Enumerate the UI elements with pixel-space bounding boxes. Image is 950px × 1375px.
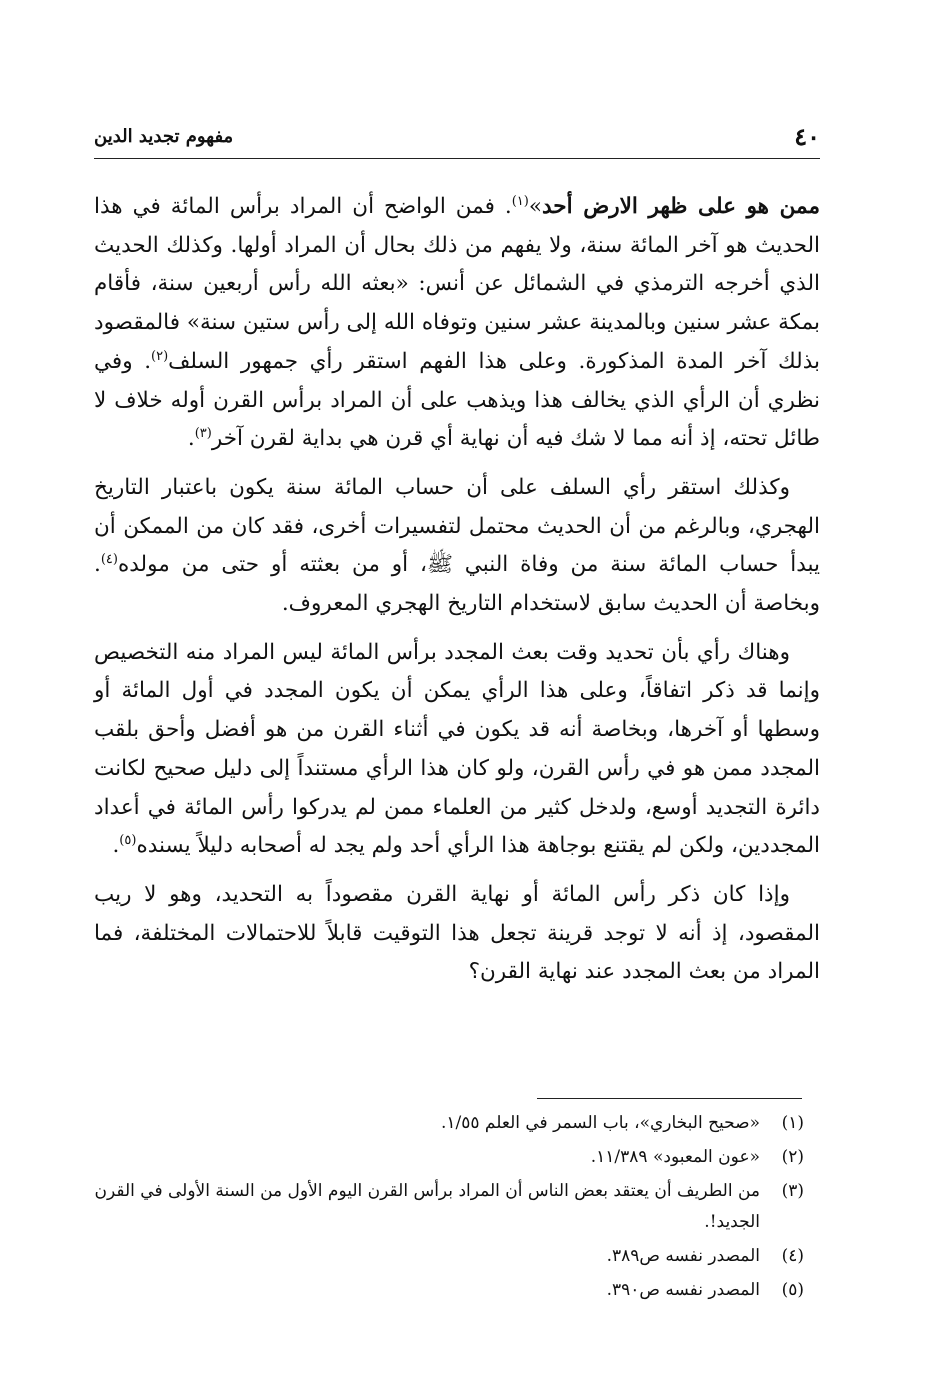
footnote-2 bbox=[94, 1142, 804, 1173]
footnote-text: «عون المعبود» ١١/٣٨٩. bbox=[590, 1147, 760, 1167]
footnote-ref-1[interactable]: (١) bbox=[511, 193, 529, 209]
footnote-ref-2[interactable]: (٢) bbox=[151, 348, 169, 364]
footnote-number: (٤) bbox=[781, 1246, 804, 1266]
footnote-ref-3[interactable]: (٣) bbox=[194, 426, 212, 442]
paragraph-text: . وفي نظري أن الرأي الذي يخالف هذا ويذهب على أن المراد برأس القرن أوله خلاف لا طائل تحته، إذ أنه مما لا شك فيه أن نهاية أي قرن هي بداية لقرن آخر bbox=[94, 348, 820, 452]
footnote-number: (١) bbox=[781, 1113, 804, 1133]
running-title: مفهوم تجديد الدين bbox=[94, 126, 234, 147]
paragraph-4 bbox=[94, 876, 820, 992]
paragraph-3 bbox=[94, 634, 820, 866]
paragraph-text: . bbox=[112, 833, 120, 859]
footnote-4 bbox=[94, 1241, 804, 1272]
footnote-number: (٣) bbox=[781, 1181, 804, 1201]
paragraph-text: وكذلك استقر رأي السلف على أن حساب المائة سنة يكون باعتبار التاريخ الهجري، وبالرغم من أن الحديث محتمل لتفسيرات أخرى، فقد كان من الممكن أن يبدأ حساب المائة سنة من وفاة النبي ﷺ، أو من بعثته أو حتى من مولده bbox=[94, 474, 820, 578]
bold-quote-end: ممن هو على ظهر الارض أحد bbox=[542, 194, 820, 219]
footnote-5 bbox=[94, 1275, 804, 1306]
footnote-3 bbox=[94, 1176, 804, 1238]
main-text bbox=[94, 188, 820, 1002]
footnote-ref-4[interactable]: (٤) bbox=[100, 552, 118, 568]
footnote-text: من الطريف أن يعتقد بعض الناس أن المراد برأس القرن اليوم الأول من السنة الأولى في القرن الجديد!. bbox=[94, 1181, 760, 1232]
footnote-divider bbox=[537, 1098, 802, 1099]
footnotes bbox=[94, 1108, 804, 1309]
page-header bbox=[94, 120, 820, 159]
paragraph-text: . وبخاصة أن الحديث سابق لاستخدام التاريخ الهجري المعروف. bbox=[94, 552, 820, 617]
footnote-number: (٢) bbox=[781, 1147, 804, 1167]
paragraph-1 bbox=[94, 188, 820, 459]
paragraph-text: وهناك رأي بأن تحديد وقت بعث المجدد برأس المائة ليس المراد منه التخصيص وإنما قد ذكر اتفاقاً، وعلى هذا الرأي يمكن أن يكون المجدد في أول المائة أو وسطها أو آخرها، وبخاصة أنه قد يكون في أثناء القرن من هو أفضل وأحق بلقب المجدد ممن هو في رأس القرن، ولو كان هذا الرأي مستنداً إلى دليل صحيح لكانت دائرة التجديد أوسع، ولدخل كثير من العلماء ممن لم يدركوا رأس المائة في أعداد المجددين، ولكن لم يقتنع بوجاهة هذا الرأي أحد ولم يجد له أصحابه دليلاً يسنده bbox=[94, 639, 820, 859]
footnote-number: (٥) bbox=[781, 1280, 804, 1300]
paragraph-text: . bbox=[187, 426, 195, 452]
paragraph-2 bbox=[94, 469, 820, 624]
paragraph-text: . فمن الواضح أن المراد برأس المائة في هذا الحديث هو آخر المائة سنة، ولا يفهم من ذلك بحال أن المراد أولها. وكذلك الحديث الذي أخرجه الترمذي في الشمائل عن أنس: «بعثه الله رأس أربعين سنة، فأقام بمكة عشر سنين وبالمدينة عشر سنين وتوفاه الله إلى رأس ستين سنة» فالمقصود بذلك آخر المدة المذكورة. وعلى هذا الفهم استقر رأي جمهور السلف bbox=[94, 194, 820, 374]
footnote-ref-5[interactable]: (٥) bbox=[119, 833, 137, 849]
footnote-1 bbox=[94, 1108, 804, 1139]
footnote-text: المصدر نفسه ص٣٨٩. bbox=[606, 1246, 760, 1266]
footnote-text: المصدر نفسه ص٣٩٠. bbox=[606, 1280, 760, 1300]
quote-close-mark: » bbox=[528, 194, 543, 219]
paragraph-text: وإذا كان ذكر رأس المائة أو نهاية القرن مقصوداً به التحديد، وهو لا ريب المقصود، إذ أنه لا توجد قرينة تجعل هذا التوقيت قابلاً للاحتمالات المختلفة، فما المراد من بعث المجدد عند نهاية القرن؟ bbox=[94, 881, 820, 985]
page-number: ٤٠ bbox=[794, 122, 820, 151]
footnote-text: «صحيح البخاري»، باب السمر في العلم ١/٥٥. bbox=[441, 1113, 760, 1133]
